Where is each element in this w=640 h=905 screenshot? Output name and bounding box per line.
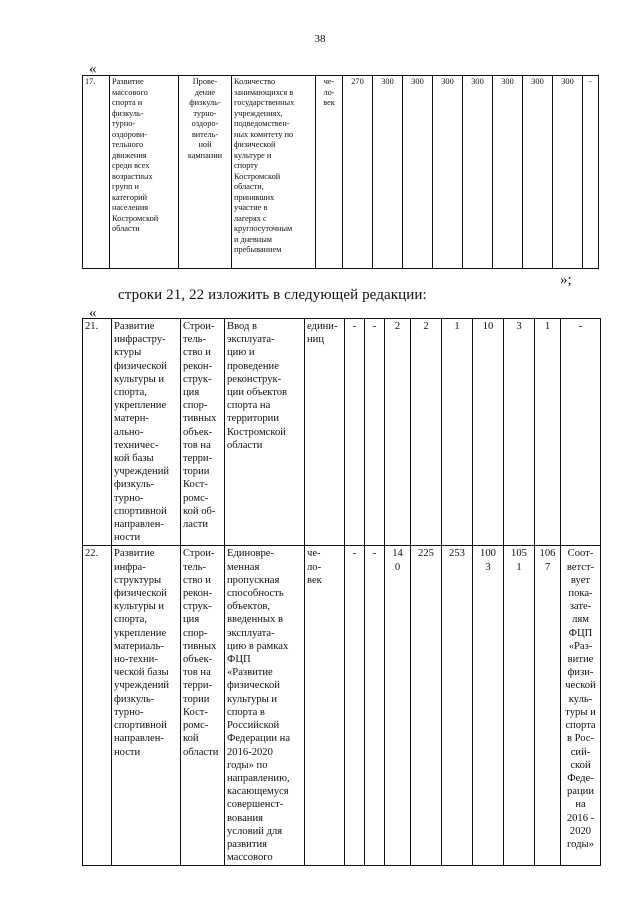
table-row-17 (82, 75, 599, 269)
indicator-cell: Ввод в эксплуата- цию и проведение реконструк- ции объектов спорта на территории Костромской области (225, 319, 305, 546)
event-cell: Строи- тель- ство и рекон- струк- ция спор- тивных объек- тов на терри- тории Кост- ромс- кой об- ласти (181, 319, 225, 546)
goal-cell: Развитие массового спорта и физкуль- турно- оздорови- тельного движения среди всех возрастных групп и категорий населения Костромской области (110, 76, 179, 269)
indicator-cell: Единовре- менная пропускная способность объектов, введенных в эксплуата- цию в рамках ФЦП «Развитие физической культуры и спорта в Российской Федерации на 2016-2020 годы» по направлению, касающемуся совершенст- вования условий для развития массового (225, 546, 305, 866)
amended-rows-table (82, 318, 601, 866)
amendment-instruction: строки 21, 22 изложить в следующей редакции: (118, 287, 427, 303)
value-cell: 105 1 (504, 546, 535, 866)
value-cell: 253 (442, 546, 473, 866)
value-cell: 300 (523, 76, 553, 269)
event-cell: Строи- тель- ство и рекон- струк- ция спор- тивных объек- тов на терри- тории Кост- ромс- кой области (181, 546, 225, 866)
unit-cell: че- ло- век (316, 76, 343, 269)
basis-cell: - (561, 319, 601, 546)
value-cell: 300 (493, 76, 523, 269)
opening-quote-2: « (89, 305, 97, 321)
closing-quote: »; (560, 272, 572, 288)
value-cell: 300 (463, 76, 493, 269)
value-cell: 100 3 (473, 546, 504, 866)
event-cell: Прове- дение физкуль- турно- оздоро- витель- ной кампании (179, 76, 232, 269)
table-row-22 (83, 546, 601, 866)
row-number: 17. (83, 76, 110, 269)
unit-cell: едини- ниц (305, 319, 345, 546)
value-cell: 225 (411, 546, 442, 866)
table-row-21 (83, 319, 601, 546)
opening-quote-1: « (89, 61, 97, 77)
value-cell: - (365, 546, 385, 866)
page-number: 38 (314, 33, 326, 45)
basis-cell: - (583, 76, 599, 269)
goal-cell: Развитие инфрастру- ктуры физической культуры и спорта, укрепление матерн- ально- техничес- кой базы учреждений физкуль- турно- спортивной направлен- ности (112, 319, 181, 546)
value-cell: 106 7 (535, 546, 561, 866)
basis-cell: Соот- ветст- вует пока- зате- лям ФЦП «Раз- витие физи- ческой куль- туры и спорта в Рос- сий- ской Феде- рации на 2016 - 2020 годы» (561, 546, 601, 866)
unit-cell: че- ло- век (305, 546, 345, 866)
row-number: 21. (83, 319, 112, 546)
value-cell: 1 (535, 319, 561, 546)
value-cell: 300 (373, 76, 403, 269)
value-cell: - (365, 319, 385, 546)
value-cell: 2 (411, 319, 442, 546)
value-cell: 14 0 (385, 546, 411, 866)
value-cell: 300 (433, 76, 463, 269)
row-number: 22. (83, 546, 112, 866)
value-cell: 300 (403, 76, 433, 269)
value-cell: 3 (504, 319, 535, 546)
value-cell: 300 (553, 76, 583, 269)
value-cell: - (345, 319, 365, 546)
value-cell: 2 (385, 319, 411, 546)
indicator-cell: Количество занимающихся в государственных учреждениях, подведомствен- ных комитету по физической культуре и спорту Костромской области, принявших участие в лагерях с круглосуточным и дневным пребыванием (232, 76, 316, 269)
value-cell: 270 (343, 76, 373, 269)
value-cell: - (345, 546, 365, 866)
goal-cell: Развитие инфра- структуры физической культуры и спорта, укрепление материаль- но-техни- ческой базы учреждений физкуль- турно- спортивной направлен- ности (112, 546, 181, 866)
value-cell: 10 (473, 319, 504, 546)
value-cell: 1 (442, 319, 473, 546)
